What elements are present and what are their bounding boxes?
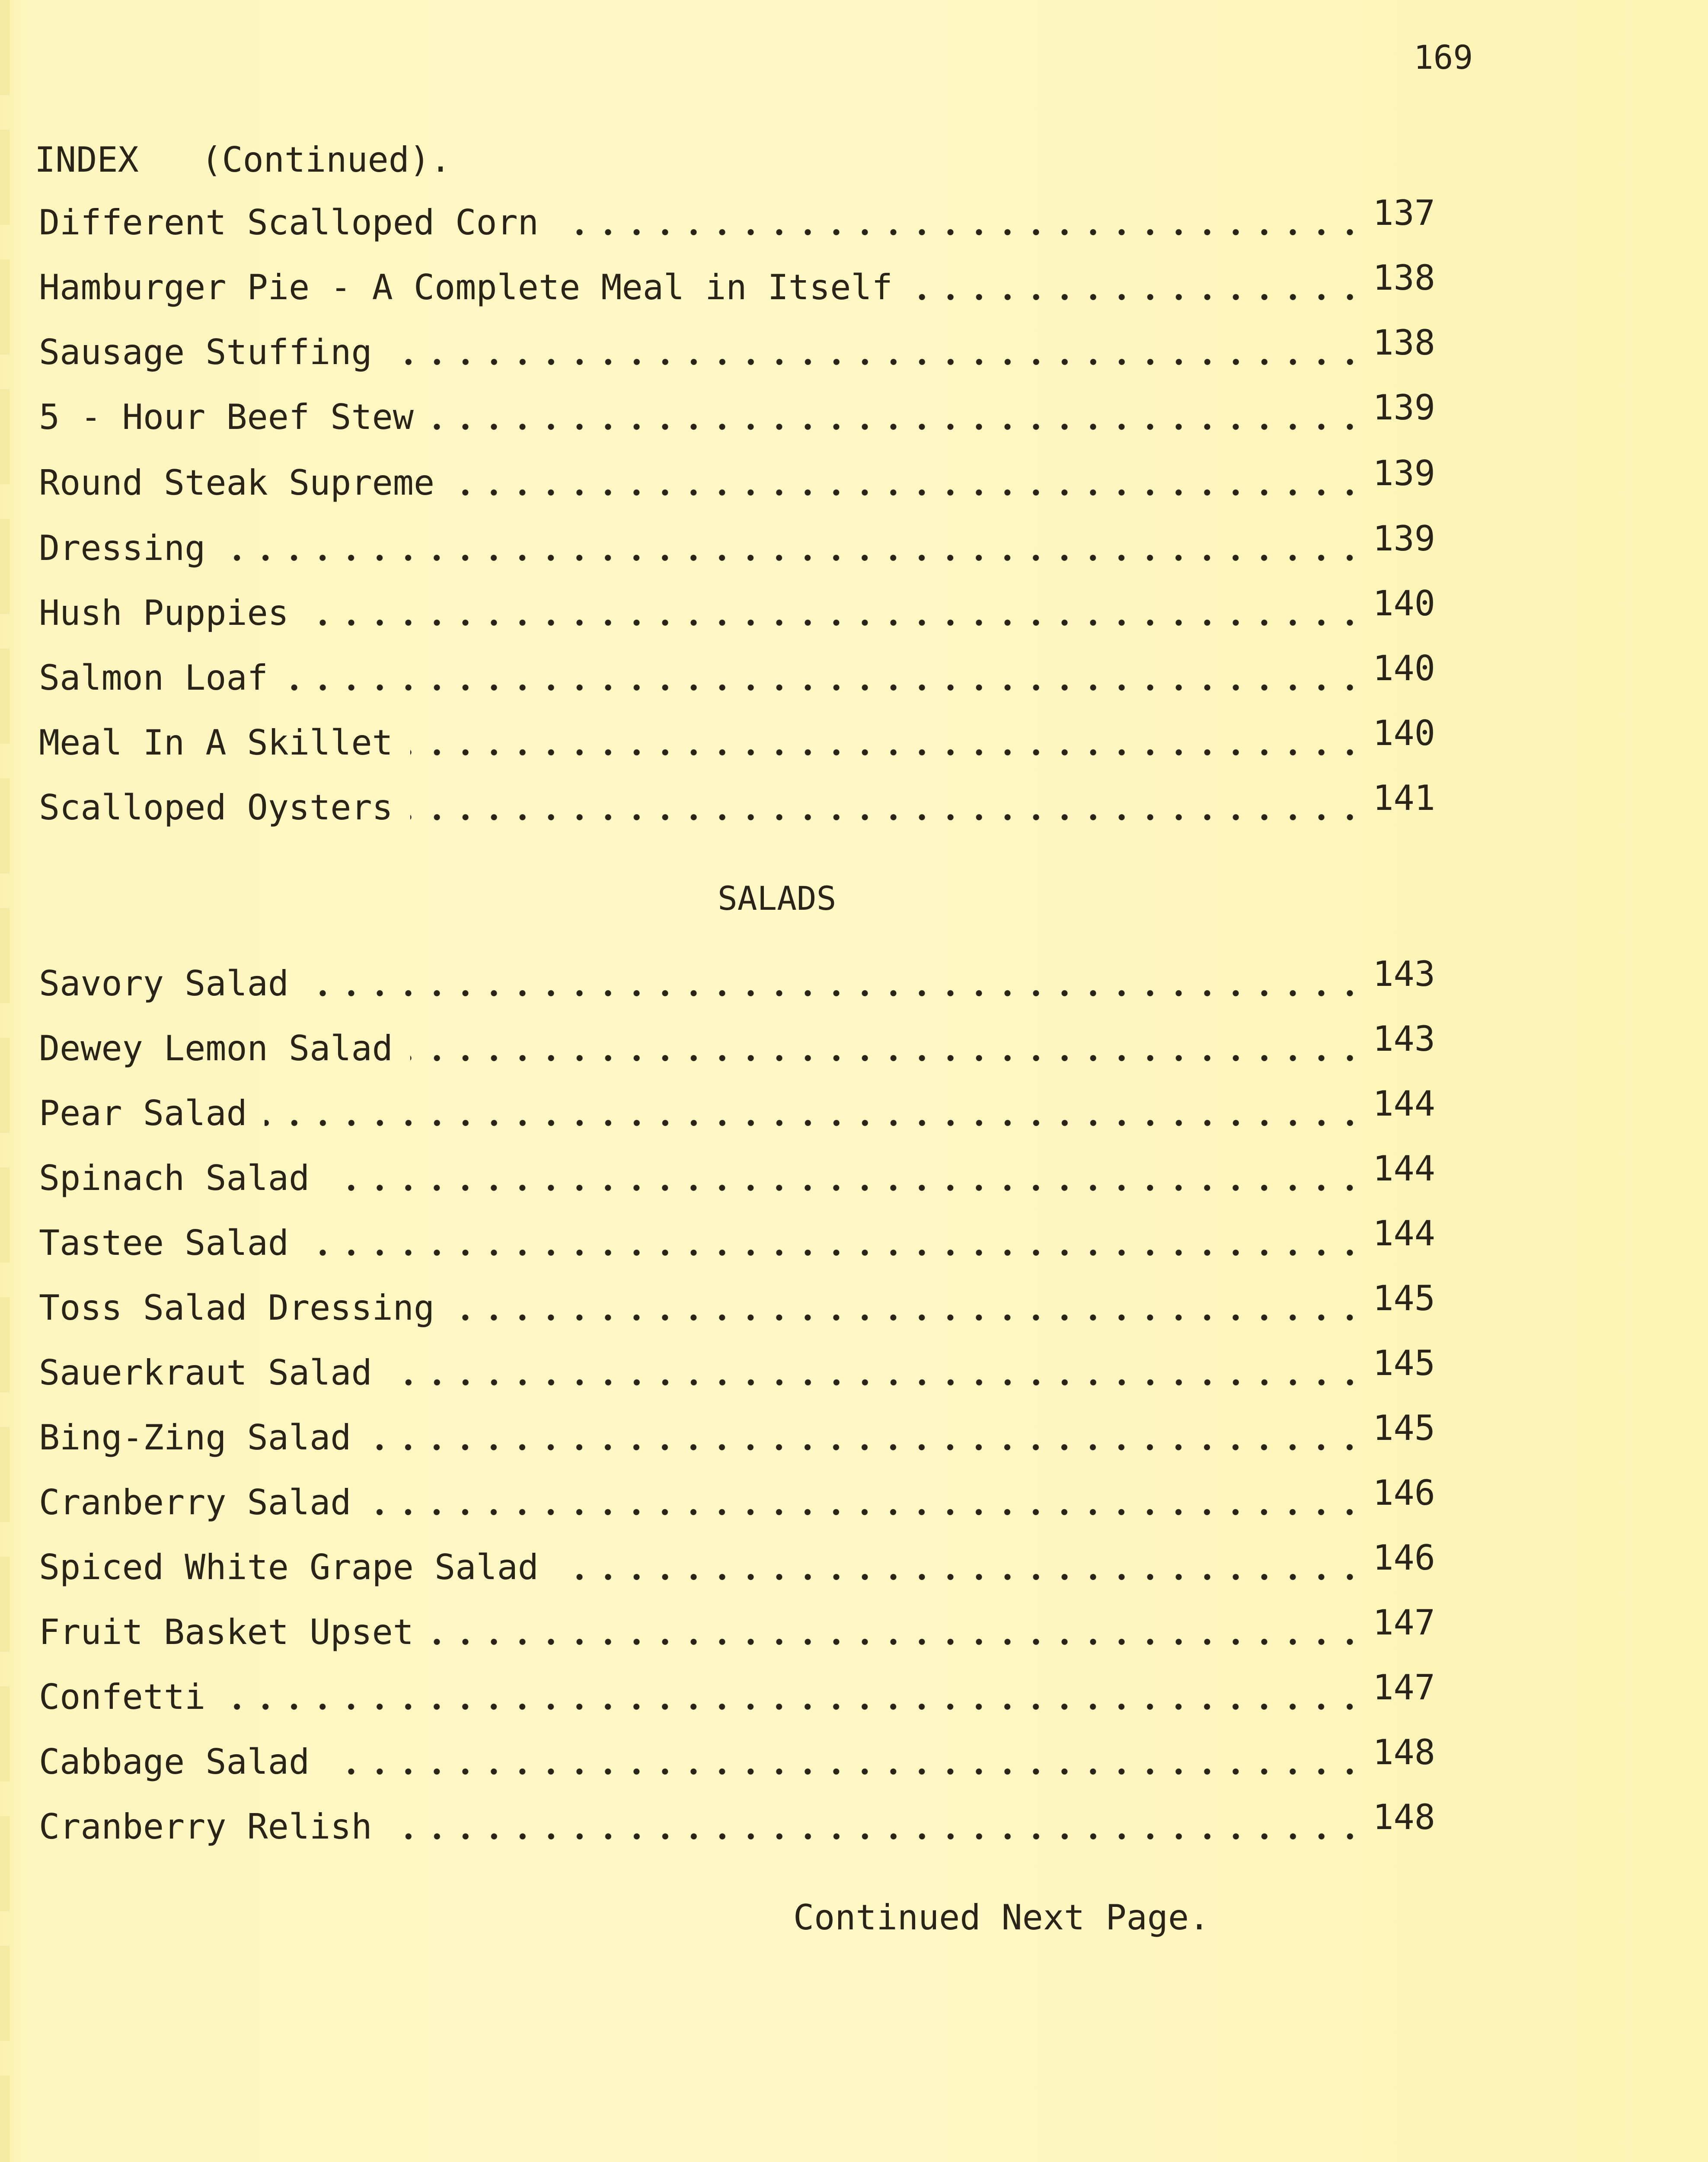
toc-entry xyxy=(39,1084,1435,1133)
dot-leader xyxy=(410,814,1364,821)
dot-leader xyxy=(452,489,1364,496)
toc-entry xyxy=(39,1408,1435,1458)
entry-page: 145 xyxy=(1373,1343,1435,1383)
entry-title: Round Steak Supreme xyxy=(39,463,435,503)
dot-leader xyxy=(556,229,1364,236)
dot-leader xyxy=(223,554,1364,561)
entry-title: Sauerkraut Salad xyxy=(39,1353,372,1393)
entry-title: Confetti xyxy=(39,1677,206,1717)
dot-leader xyxy=(223,1703,1364,1710)
toc-entry xyxy=(39,1148,1435,1198)
entry-page: 144 xyxy=(1373,1148,1435,1189)
salads-section-heading: SALADS xyxy=(718,879,836,918)
dot-leader xyxy=(368,1509,1364,1516)
toc-entry xyxy=(39,778,1435,828)
entry-page: 148 xyxy=(1373,1732,1435,1772)
dot-leader xyxy=(265,1119,1364,1126)
dot-leader xyxy=(327,1768,1364,1775)
continued-note: Continued Next Page. xyxy=(793,1897,1210,1938)
toc-entry xyxy=(39,1538,1435,1587)
entry-page: 139 xyxy=(1373,453,1435,493)
entry-page: 147 xyxy=(1373,1602,1435,1643)
entry-page: 145 xyxy=(1373,1408,1435,1448)
dot-leader xyxy=(410,749,1364,756)
dot-leader xyxy=(327,1184,1364,1191)
toc-entry xyxy=(39,453,1435,503)
entry-page: 147 xyxy=(1373,1667,1435,1708)
dot-leader xyxy=(389,1379,1364,1386)
entry-page: 140 xyxy=(1373,583,1435,624)
entry-page: 140 xyxy=(1373,648,1435,688)
entry-page: 138 xyxy=(1373,323,1435,363)
entry-title: Dewey Lemon Salad xyxy=(39,1028,393,1068)
toc-entry xyxy=(39,1797,1435,1847)
toc-entry xyxy=(39,713,1435,763)
entry-title: Cranberry Salad xyxy=(39,1482,351,1522)
dot-leader xyxy=(306,619,1364,626)
toc-entry xyxy=(39,648,1435,698)
toc-entry xyxy=(39,1213,1435,1263)
dot-leader xyxy=(306,990,1364,997)
dot-leader xyxy=(431,1638,1364,1645)
dot-leader xyxy=(910,294,1364,301)
binding-edge xyxy=(0,0,10,2162)
toc-entry xyxy=(39,387,1435,437)
entry-title: Pear Salad xyxy=(39,1093,247,1133)
entry-page: 141 xyxy=(1373,778,1435,818)
entry-title: Cranberry Relish xyxy=(39,1807,372,1847)
entry-title: Different Scalloped Corn xyxy=(39,202,539,243)
dot-leader xyxy=(389,1833,1364,1840)
dot-leader xyxy=(556,1574,1364,1580)
entry-title: Sausage Stuffing xyxy=(39,332,372,372)
entry-title: Hamburger Pie - A Complete Meal in Itself xyxy=(39,267,893,307)
entry-title: Spinach Salad xyxy=(39,1158,310,1198)
entry-title: Dressing xyxy=(39,528,206,568)
toc-entry xyxy=(39,1473,1435,1522)
toc-entry xyxy=(39,954,1435,1004)
entry-title: Scalloped Oysters xyxy=(39,787,393,828)
entry-page: 138 xyxy=(1373,258,1435,298)
entry-title: 5 - Hour Beef Stew xyxy=(39,397,414,437)
entry-page: 146 xyxy=(1373,1538,1435,1578)
page-number: 169 xyxy=(1414,38,1473,77)
dot-leader xyxy=(452,1314,1364,1321)
entry-page: 140 xyxy=(1373,713,1435,753)
toc-entry xyxy=(39,193,1435,243)
entry-title: Fruit Basket Upset xyxy=(39,1612,414,1652)
entry-title: Salmon Loaf xyxy=(39,658,268,698)
toc-entry xyxy=(39,258,1435,307)
toc-entry xyxy=(39,1667,1435,1717)
dot-leader xyxy=(431,423,1364,430)
entry-title: Tastee Salad xyxy=(39,1223,289,1263)
toc-entry xyxy=(39,1602,1435,1652)
entry-page: 139 xyxy=(1373,387,1435,428)
dot-leader xyxy=(410,1055,1364,1062)
entry-title: Toss Salad Dressing xyxy=(39,1288,435,1328)
entry-title: Bing-Zing Salad xyxy=(39,1417,351,1458)
toc-entry xyxy=(39,583,1435,633)
toc-entry xyxy=(39,1343,1435,1393)
entry-page: 143 xyxy=(1373,954,1435,994)
index-heading: INDEX (Continued). xyxy=(35,140,451,180)
dot-leader xyxy=(285,684,1364,691)
dot-leader xyxy=(389,358,1364,365)
toc-entry xyxy=(39,1732,1435,1782)
entry-page: 144 xyxy=(1373,1213,1435,1254)
dot-leader xyxy=(306,1249,1364,1256)
entry-title: Meal In A Skillet xyxy=(39,723,393,763)
entry-title: Cabbage Salad xyxy=(39,1742,310,1782)
entry-page: 146 xyxy=(1373,1473,1435,1513)
toc-entry xyxy=(39,518,1435,568)
toc-entry xyxy=(39,1019,1435,1068)
toc-entry xyxy=(39,323,1435,372)
dot-leader xyxy=(368,1444,1364,1451)
entry-page: 143 xyxy=(1373,1019,1435,1059)
entry-page: 145 xyxy=(1373,1278,1435,1318)
entry-page: 148 xyxy=(1373,1797,1435,1837)
toc-entry xyxy=(39,1278,1435,1328)
entry-page: 139 xyxy=(1373,518,1435,559)
entry-title: Spiced White Grape Salad xyxy=(39,1547,539,1587)
entry-title: Hush Puppies xyxy=(39,593,289,633)
entry-page: 144 xyxy=(1373,1084,1435,1124)
entry-title: Savory Salad xyxy=(39,963,289,1004)
entry-page: 137 xyxy=(1373,193,1435,233)
